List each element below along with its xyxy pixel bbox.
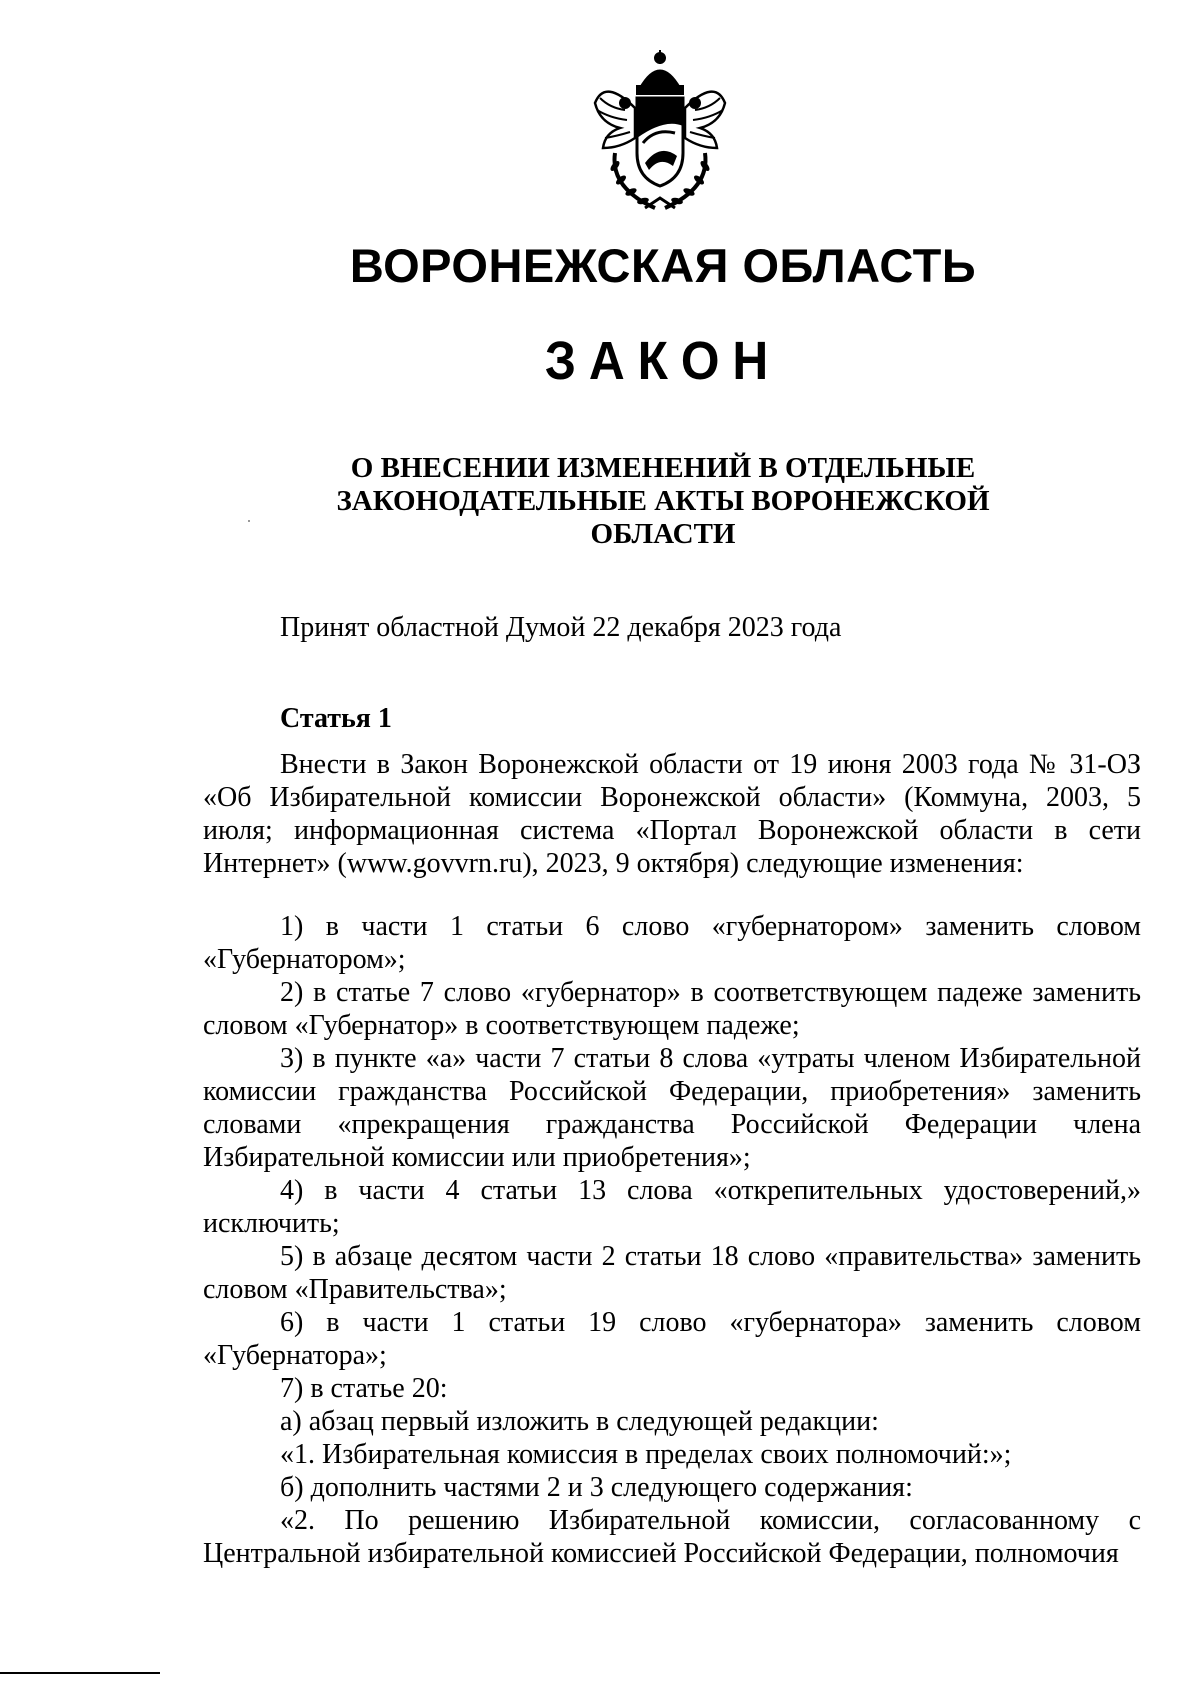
article-heading: Статья 1 bbox=[280, 703, 392, 734]
region-heading: ВОРОНЕЖСКАЯ ОБЛАСТЬ bbox=[349, 239, 977, 292]
amendment-item: 3) в пункте «а» части 7 статьи 8 слова «утраты членом Избирательной комиссии гражданства Российской Федерации, приобретения» заменить словами «прекращения гражданства Российской Федерации члена Избирательной комиссии или приобретения»; bbox=[203, 1043, 1141, 1173]
law-title-line: ОБЛАСТИ bbox=[590, 518, 736, 550]
adoption-note: Принят областной Думой 22 декабря 2023 года bbox=[280, 612, 842, 643]
footer-rule bbox=[0, 1672, 160, 1674]
amendment-item: «2. По решению Избирательной комиссии, согласованному с Центральной избирательной комиссией Российской Федерации, полномочия bbox=[203, 1505, 1141, 1569]
amendment-item: а) абзац первый изложить в следующей редакции: bbox=[280, 1406, 879, 1437]
amendment-list bbox=[203, 910, 1141, 1570]
article-intro-paragraph: Внести в Закон Воронежской области от 19 июня 2003 года № 31-ОЗ «Об Избирательной комиссии Воронежской области» (Коммуна, 2003, 5 июля; информационная система «Портал Воронежской области в сети Интернет» (www.govvrn.ru), 2023, 9 октября) следующие изменения: bbox=[203, 749, 1141, 879]
law-title bbox=[0, 452, 1200, 551]
amendment-item: 2) в статье 7 слово «губернатор» в соответствующем падеже заменить словом «Губернатор» в соответствующем падеже; bbox=[203, 977, 1141, 1041]
law-title-line: О ВНЕСЕНИИ ИЗМЕНЕНИЙ В ОТДЕЛЬНЫЕ bbox=[350, 452, 976, 484]
scan-speck bbox=[248, 520, 250, 522]
coat-of-arms-emblem bbox=[585, 48, 735, 213]
amendment-item: 1) в части 1 статьи 6 слово «губернатором» заменить словом «Губернатором»; bbox=[203, 911, 1141, 975]
amendment-item: б) дополнить частями 2 и 3 следующего содержания: bbox=[280, 1472, 913, 1503]
amendment-item: 4) в части 4 статьи 13 слова «открепительных удостоверений,» исключить; bbox=[203, 1175, 1141, 1239]
amendment-item: 6) в части 1 статьи 19 слово «губернатора» заменить словом «Губернатора»; bbox=[203, 1307, 1141, 1371]
amendment-item: 5) в абзаце десятом части 2 статьи 18 слово «правительства» заменить словом «Правительства»; bbox=[203, 1241, 1141, 1305]
document-type-heading: ЗАКОН bbox=[544, 331, 782, 391]
amendment-item: «1. Избирательная комиссия в пределах своих полномочий:»; bbox=[280, 1439, 1012, 1470]
article-intro bbox=[203, 748, 1141, 880]
law-title-line: ЗАКОНОДАТЕЛЬНЫЕ АКТЫ ВОРОНЕЖСКОЙ bbox=[336, 485, 990, 517]
amendment-item: 7) в статье 20: bbox=[280, 1373, 448, 1404]
